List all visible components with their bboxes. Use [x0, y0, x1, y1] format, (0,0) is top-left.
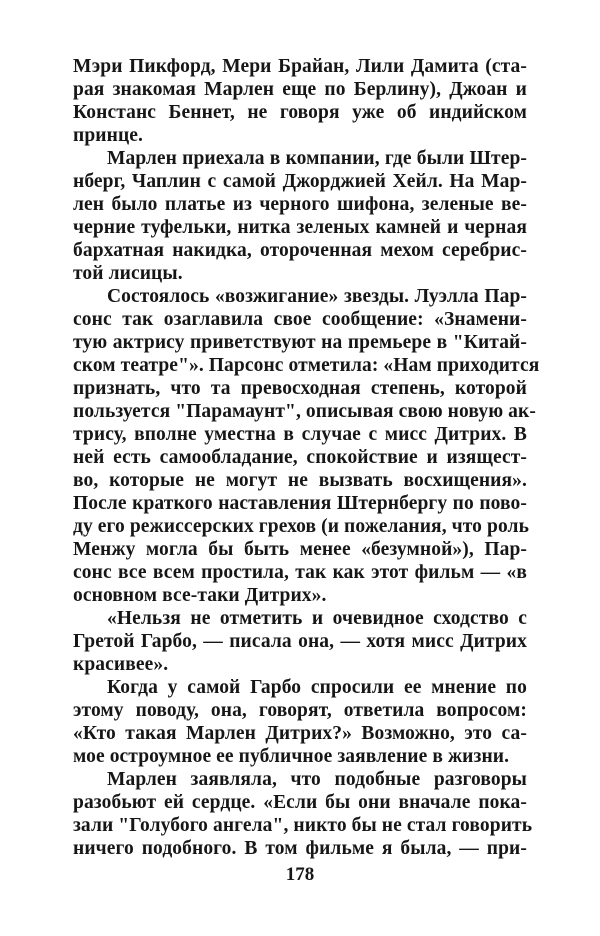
text-line: Мэри Пикфорд, Мери Брайан, Лили Дамита (ста-: [73, 56, 527, 77]
text-line: нберг, Чаплин с самой Джорджией Хейл. На Мар-: [73, 171, 527, 192]
text-line: «Нельзя не отметить и очевидное сходство с: [107, 608, 527, 629]
text-line: разобьют ей сердце. «Если бы они вначале пока-: [73, 792, 527, 813]
text-line: принце.: [73, 125, 144, 146]
text-line: «Кто такая Марлен Дитрих?» Возможно, это са-: [73, 723, 527, 744]
text-line: бархатная накидка, отороченная мехом серебрис-: [73, 240, 527, 261]
text-line: Марлен приехала в компании, где были Штер-: [107, 148, 527, 169]
text-line: Марлен заявляла, что подобные разговоры: [107, 769, 527, 790]
text-line: основном все-таки Дитрих».: [73, 585, 327, 606]
text-line: Констанс Беннет, не говоря уже об индийском: [73, 102, 527, 123]
text-line: лен было платье из черного шифона, зеленые ве-: [73, 194, 527, 215]
text-line: тую актрису приветствуют на премьере в "Китай-: [73, 332, 527, 353]
paragraph: [73, 607, 527, 676]
text-line: Гретой Гарбо, — писала она, — хотя мисс Дитрих: [73, 631, 527, 652]
text-line: этому поводу, она, говорят, ответила вопросом:: [73, 700, 527, 721]
text-line: сонс все всем простила, так как этот фильм — «в: [73, 562, 527, 583]
text-line: признать, что та превосходная степень, которой: [73, 378, 527, 399]
text-line: сонс так озаглавила свое сообщение: «Знамени-: [73, 309, 527, 330]
text-line: ском театре"». Парсонс отметила: «Нам приходится: [73, 355, 540, 376]
text-line: той лисицы.: [73, 263, 183, 284]
text-line: красивее».: [73, 654, 169, 675]
text-line: во, которые не могут не вызвать восхищения».: [73, 470, 527, 491]
text-line: После краткого наставления Штернбергу по пово-: [73, 493, 527, 514]
paragraph: [73, 768, 533, 860]
paragraph: [73, 676, 527, 768]
text-line: мое остроумное ее публичное заявление в жизни.: [73, 746, 510, 767]
text-line: черние туфельки, нитка зеленых камней и черная: [73, 217, 527, 238]
paragraph: [73, 55, 527, 147]
text-line: ней есть самообладание, спокойствие и изящест-: [73, 447, 527, 468]
text-line: пользуется "Парамаунт", описывая свою новую ак-: [73, 401, 536, 422]
text-line: трису, вполне уместна в случае с мисс Дитрих. В: [73, 424, 527, 445]
text-line: зали "Голубого ангела", никто бы не стал говорить: [73, 815, 533, 836]
page-text: [73, 55, 540, 860]
paragraph: [73, 285, 540, 607]
text-line: ничего подобного. В том фильме я была, — при-: [73, 838, 527, 859]
text-line: Состоялось «возжигание» звезды. Луэлла Пар-: [107, 286, 527, 307]
text-line: Менжу могла бы быть менее «безумной»), Пар-: [73, 539, 527, 560]
text-line: Когда у самой Гарбо спросили ее мнение по: [107, 677, 527, 698]
paragraph: [73, 147, 527, 285]
text-line: рая знакомая Марлен еще по Берлину), Джоан и: [73, 79, 527, 100]
text-line: ду его режиссерских грехов (и пожелания, что роль: [73, 516, 529, 537]
page-number: 178: [285, 864, 315, 885]
